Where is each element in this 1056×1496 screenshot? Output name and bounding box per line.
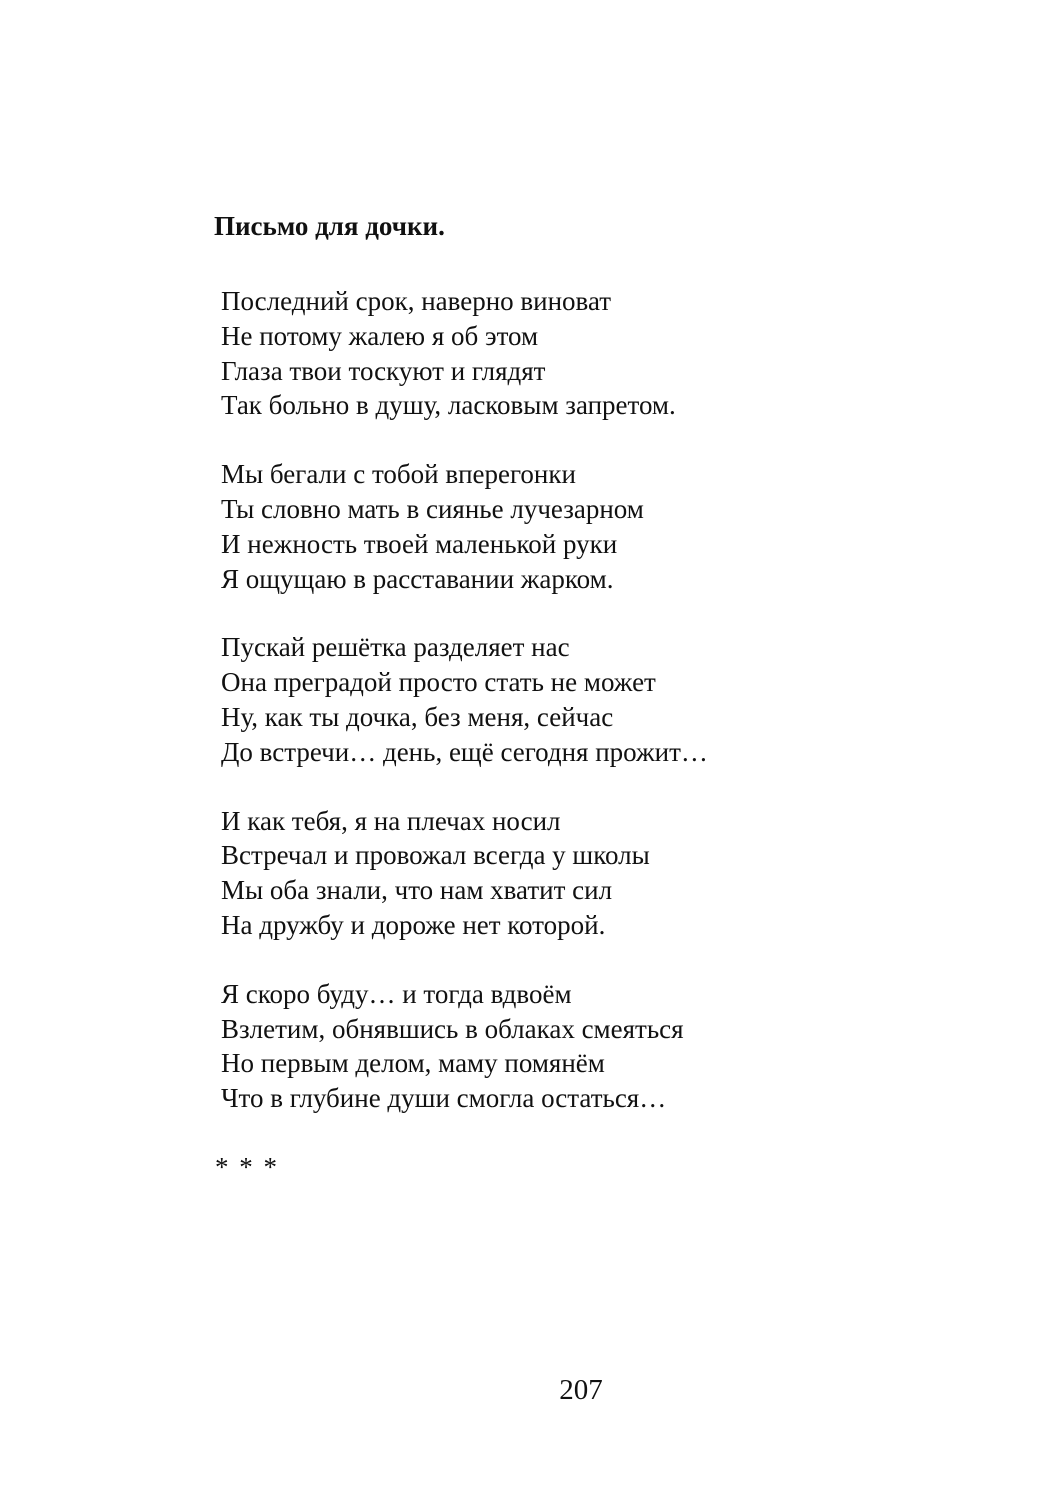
poem-line: Ну, как ты дочка, без меня, сейчас bbox=[221, 701, 614, 732]
poem-line: Так больно в душу, ласковым запретом. bbox=[221, 390, 676, 421]
stanza-4 bbox=[221, 804, 981, 943]
stanza-3 bbox=[221, 630, 981, 769]
poem-line: Она преградой просто стать не может bbox=[221, 667, 656, 698]
poem-line: Пускай решётка разделяет нас bbox=[221, 632, 570, 663]
poem-line: Мы бегали с тобой вперегонки bbox=[221, 459, 576, 490]
poem-line: На дружбу и дороже нет которой. bbox=[221, 909, 606, 940]
stanza-5 bbox=[221, 977, 981, 1116]
poem-line: Не потому жалею я об этом bbox=[221, 320, 539, 351]
poem-line: Последний срок, наверно виноват bbox=[221, 286, 612, 316]
section-separator: * * * bbox=[215, 1152, 279, 1182]
poem-line: Но первым делом, маму помянём bbox=[221, 1048, 605, 1079]
poem-line: Я ощущаю в расставании жарком. bbox=[221, 563, 614, 594]
poem-line: Я скоро буду… и тогда вдвоём bbox=[221, 978, 572, 1009]
poem-line: Ты словно мать в сиянье лучезарном bbox=[221, 493, 644, 524]
stanza-2 bbox=[221, 457, 981, 596]
poem-line: Взлетим, обнявшись в облаках смеяться bbox=[221, 1013, 684, 1044]
poem-line: Встречал и провожал всегда у школы bbox=[221, 840, 650, 871]
poem-line: Глаза твои тоскуют и глядят bbox=[221, 355, 546, 386]
poem-line: До встречи… день, ещё сегодня прожит… bbox=[221, 736, 708, 767]
stanza-1 bbox=[221, 284, 981, 423]
page-number: 207 bbox=[559, 1374, 603, 1406]
poem-line: Мы оба знали, что нам хватит сил bbox=[221, 875, 613, 906]
poem-body bbox=[221, 284, 981, 1150]
poem-line: Что в глубине души смогла остаться… bbox=[221, 1083, 667, 1114]
poem-line: И нежность твоей маленькой руки bbox=[221, 528, 618, 559]
poem-line: И как тебя, я на плечах носил bbox=[221, 805, 561, 836]
poem-title: Письмо для дочки. bbox=[214, 211, 445, 241]
